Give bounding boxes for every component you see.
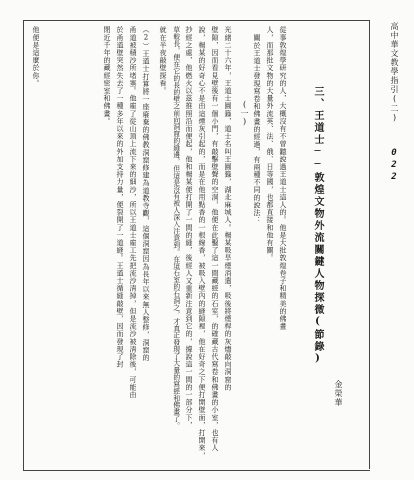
frame-divider — [369, 20, 370, 469]
body-line: 於甬道壁突然失去了一種多年以來的外加支持力量，便裂開了一道縫。王道士循縫敲壁，因而發現了封 — [116, 26, 124, 368]
article-author: 金榮華 — [334, 380, 343, 407]
intro-line: 從事敦煌學研究的人，大概沒有不曾聽說過王道士這人的。他是大批敦煌卷子和精美的佛畫 — [279, 26, 287, 330]
section-label: (一) — [240, 100, 249, 126]
page-number: 022 — [389, 148, 399, 184]
intro-line: 人，而那批文物的大量外流英、法、俄、日等國，也都直接和他有關。 — [266, 26, 274, 262]
body-line: 抄經之處，他燃火以茲推照沿而便起，他和楊某便打開了一間的縫，後經人又重新注意到它的，據說這一間的一部分下， — [185, 26, 193, 429]
prev-text-line: 他便是這麼於你。 — [32, 26, 40, 87]
article-title: 王道士──敦煌文物外流關鍵人物探微(節錄) — [312, 110, 323, 366]
article-number: 三、 — [312, 86, 323, 110]
body-line: 甬道被積沙所堵塞。他雇了從山頂上流下來的細沙，所以王道士雇工先把流沙清掉，但是流沙被清除後，可能由 — [129, 26, 137, 399]
body-line: 就在半夜敲壁探看。 — [159, 26, 167, 95]
body-line: 光緒二十六年，王道士圓籙，道士名叫王圓籙，湖北麻城人。楊某吸旱煙消遣，吸後將煙桿的灰燼敲向洞窟的 — [224, 26, 232, 391]
intro-line: 關於王道士發現寫卷和佛畫的經過，有兩種不同的說法： — [253, 34, 261, 224]
body-line: 說，楊某的好奇心不是由這煙灰引起的，而是在他用點香的一根線香，被吸入壁內的縫隙裡，他在好奇之下便打開壁面，打開來， — [198, 26, 206, 460]
running-header: 高中華文教學指引(二) — [390, 22, 399, 123]
body-line: 草較長，便在它的長的壁之前向洞窟的縫邊，但這是沒有被人深入注意到。在這石室的石洞之，才真正發現了大量的寫經和佛畫了。 — [171, 26, 180, 430]
body-line: 閉近千年的藏經密室和佛畫。 — [103, 26, 111, 125]
body-line: 壁隙，因而看見壁後有一個小門，有敲擊壁聲的空洞，他便在此鑿了這一間藏經的石室，的確藏古代寫卷和佛畫的小室，也有人 — [211, 26, 219, 452]
body-line: （2）王道士打算將一座廢棄的佛教洞窟修建為道教寺觀，這個洞窟因為長年以來無人整修，洞窟的 — [142, 26, 150, 362]
